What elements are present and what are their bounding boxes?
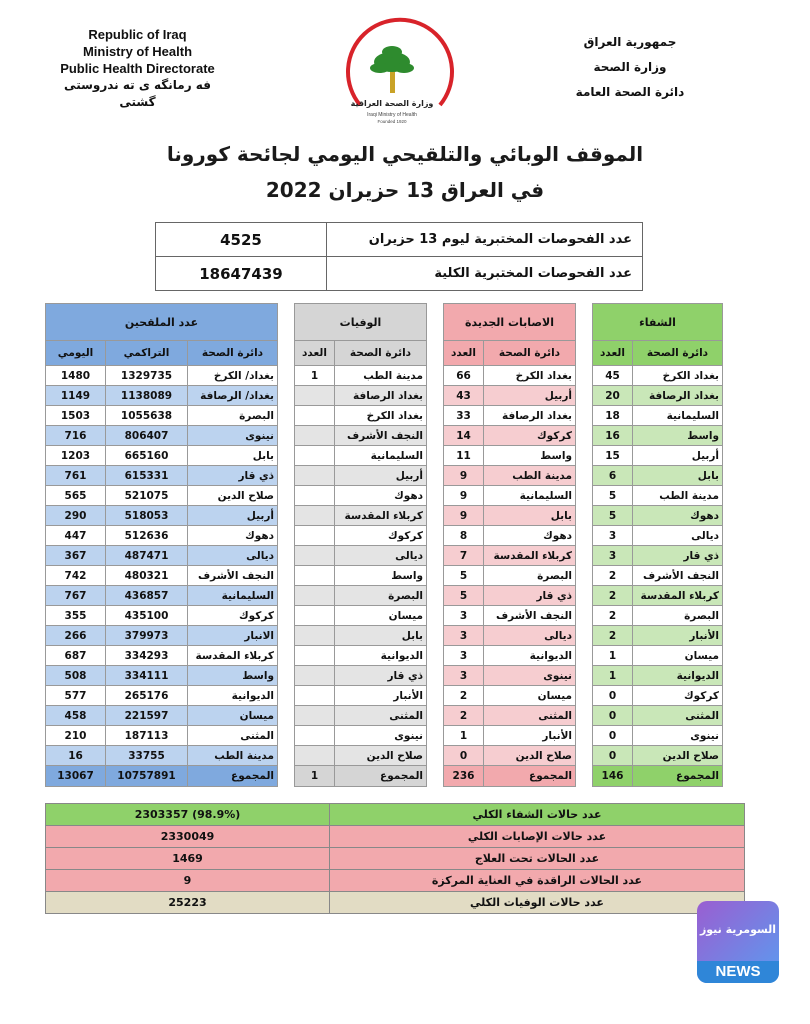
death-dept: مدينة الطب [335, 366, 427, 386]
section-vaccinated: عدد الملقحين [46, 304, 278, 341]
table-body [46, 366, 723, 766]
section-new-cases: الاصابات الجديدة [444, 304, 576, 341]
vac-cumulative: 615331 [106, 466, 188, 486]
death-count [295, 706, 335, 726]
table-row [46, 626, 723, 646]
header-ar-line: وزارة الصحة [593, 60, 667, 74]
recovered-count: 0 [593, 726, 633, 746]
case-count: 3 [444, 626, 484, 646]
death-dept: النجف الأشرف [335, 426, 427, 446]
death-dept: واسط [335, 566, 427, 586]
vac-daily: 1503 [46, 406, 106, 426]
death-dept: ديالى [335, 546, 427, 566]
death-dept: بغداد الرصافة [335, 386, 427, 406]
total-vac-cumulative: 10757891 [106, 766, 188, 787]
case-dept: ديالى [484, 626, 576, 646]
case-count: 5 [444, 566, 484, 586]
recovered-count: 2 [593, 606, 633, 626]
vac-dept: أربيل [188, 506, 278, 526]
death-count: 1 [295, 366, 335, 386]
death-count [295, 586, 335, 606]
vac-dept: صلاح الدين [188, 486, 278, 506]
table-row [46, 506, 723, 526]
vac-daily: 367 [46, 546, 106, 566]
table-row [46, 386, 723, 406]
recovered-dept: البصرة [633, 606, 723, 626]
recovered-count: 15 [593, 446, 633, 466]
vac-cumulative: 379973 [106, 626, 188, 646]
col-dept: دائرة الصحة [188, 341, 278, 366]
summary-label: عدد حالات الشفاء الكلي [330, 804, 745, 826]
recovered-dept: أربيل [633, 446, 723, 466]
recovered-count: 6 [593, 466, 633, 486]
death-count [295, 746, 335, 766]
vac-dept: السليمانية [188, 586, 278, 606]
death-dept: نينوى [335, 726, 427, 746]
summary-label: عدد الحالات تحت العلاج [330, 848, 745, 870]
case-dept: واسط [484, 446, 576, 466]
death-count [295, 646, 335, 666]
case-count: 1 [444, 726, 484, 746]
case-dept: الأنبار [484, 726, 576, 746]
case-dept: بغداد الرصافة [484, 406, 576, 426]
report-date-title: في العراق 13 حزيران 2022 [265, 178, 545, 202]
death-dept: الأنبار [335, 686, 427, 706]
case-dept: الديوانية [484, 646, 576, 666]
death-dept: كربلاء المقدسة [335, 506, 427, 526]
recovered-dept: بغداد الرصافة [633, 386, 723, 406]
vac-cumulative: 33755 [106, 746, 188, 766]
table-row [46, 406, 723, 426]
recovered-count: 18 [593, 406, 633, 426]
header-en-line: Public Health Directorate [60, 61, 215, 76]
logo-text-en: Iraqi Ministry of Health [367, 112, 417, 118]
summary-value: 2303357 (98.9%) [46, 804, 330, 826]
vac-dept: الانبار [188, 626, 278, 646]
recovered-count: 2 [593, 586, 633, 606]
recovered-count: 45 [593, 366, 633, 386]
vac-dept: بغداد/ الرصافة [188, 386, 278, 406]
vac-dept: النجف الأشرف [188, 566, 278, 586]
vac-cumulative: 521075 [106, 486, 188, 506]
vac-cumulative: 435100 [106, 606, 188, 626]
vac-daily: 742 [46, 566, 106, 586]
vac-dept: ديالى [188, 546, 278, 566]
death-count [295, 466, 335, 486]
death-dept: بابل [335, 626, 427, 646]
death-dept: أربيل [335, 466, 427, 486]
governorate-table [45, 303, 723, 787]
col-cumulative: التراكمي [106, 341, 188, 366]
case-dept: نينوى [484, 666, 576, 686]
recovered-dept: نينوى [633, 726, 723, 746]
case-count: 9 [444, 486, 484, 506]
table-row [46, 746, 723, 766]
recovered-dept: كربلاء المقدسة [633, 586, 723, 606]
col-dept: دائرة الصحة [484, 341, 576, 366]
recovered-count: 1 [593, 646, 633, 666]
recovered-dept: السليمانية [633, 406, 723, 426]
case-count: 5 [444, 586, 484, 606]
death-count [295, 546, 335, 566]
col-count: العدد [295, 341, 335, 366]
recovered-dept: المثنى [633, 706, 723, 726]
vac-daily: 16 [46, 746, 106, 766]
death-dept: السليمانية [335, 446, 427, 466]
vac-cumulative: 334293 [106, 646, 188, 666]
summary-row [46, 826, 745, 848]
vac-daily: 767 [46, 586, 106, 606]
report-title: الموقف الوبائي والتلقيحي اليومي لجائحة كورونا [166, 142, 644, 166]
case-dept: النجف الأشرف [484, 606, 576, 626]
table-row [46, 566, 723, 586]
recovered-count: 5 [593, 506, 633, 526]
col-count: العدد [593, 341, 633, 366]
vac-cumulative: 187113 [106, 726, 188, 746]
vac-daily: 577 [46, 686, 106, 706]
vac-dept: كركوك [188, 606, 278, 626]
vac-daily: 508 [46, 666, 106, 686]
recovered-dept: مدينة الطب [633, 486, 723, 506]
case-dept: بابل [484, 506, 576, 526]
table-row [46, 546, 723, 566]
table-row [46, 426, 723, 446]
summary-value: 25223 [46, 892, 330, 914]
death-dept: ميسان [335, 606, 427, 626]
vac-daily: 266 [46, 626, 106, 646]
tests-value: 4525 [156, 223, 327, 257]
summary-row [46, 892, 745, 914]
recovered-count: 3 [593, 546, 633, 566]
watermark-news: NEWS [697, 961, 779, 983]
recovered-count: 1 [593, 666, 633, 686]
header-en-line: Ministry of Health [82, 44, 193, 59]
total-label: المجموع [335, 766, 427, 787]
vac-cumulative: 806407 [106, 426, 188, 446]
vac-cumulative: 265176 [106, 686, 188, 706]
death-count [295, 606, 335, 626]
table-row [46, 726, 723, 746]
ministry-logo [330, 10, 460, 130]
col-dept: دائرة الصحة [335, 341, 427, 366]
vac-dept: دهوك [188, 526, 278, 546]
table-row [46, 646, 723, 666]
tests-label: عدد الفحوصات المختبرية ليوم 13 حزيران [327, 223, 643, 257]
total-label: المجموع [484, 766, 576, 787]
col-daily: اليومي [46, 341, 106, 366]
vac-dept: البصرة [188, 406, 278, 426]
summary-label: عدد حالات الوفيات الكلي [330, 892, 745, 914]
header-english [50, 26, 225, 111]
vac-dept: ميسان [188, 706, 278, 726]
summary-row [46, 870, 745, 892]
recovered-dept: بابل [633, 466, 723, 486]
vac-daily: 290 [46, 506, 106, 526]
case-dept: ذي قار [484, 586, 576, 606]
case-count: 2 [444, 686, 484, 706]
recovered-dept: ذي قار [633, 546, 723, 566]
death-dept: كركوك [335, 526, 427, 546]
summary-value: 1469 [46, 848, 330, 870]
section-recovered: الشفاء [593, 304, 723, 341]
case-count: 8 [444, 526, 484, 546]
case-count: 3 [444, 646, 484, 666]
total-deaths: 1 [295, 766, 335, 787]
total-label: المجموع [633, 766, 723, 787]
recovered-dept: واسط [633, 426, 723, 446]
case-dept: صلاح الدين [484, 746, 576, 766]
case-count: 66 [444, 366, 484, 386]
vac-cumulative: 512636 [106, 526, 188, 546]
news-watermark [697, 901, 779, 983]
vac-cumulative: 221597 [106, 706, 188, 726]
vac-cumulative: 487471 [106, 546, 188, 566]
vac-daily: 687 [46, 646, 106, 666]
vac-dept: بغداد/ الكرخ [188, 366, 278, 386]
summary-label: عدد حالات الإصابات الكلي [330, 826, 745, 848]
vac-cumulative: 1055638 [106, 406, 188, 426]
table-row [46, 486, 723, 506]
vac-daily: 1203 [46, 446, 106, 466]
vac-daily: 1480 [46, 366, 106, 386]
tests-label: عدد الفحوصات المختبرية الكلية [327, 257, 643, 291]
death-dept: دهوك [335, 486, 427, 506]
vac-dept: بابل [188, 446, 278, 466]
vac-daily: 458 [46, 706, 106, 726]
col-count: العدد [444, 341, 484, 366]
tests-value: 18647439 [156, 257, 327, 291]
logo-founded: Founded 1920 [377, 119, 407, 124]
vac-cumulative: 665160 [106, 446, 188, 466]
death-count [295, 426, 335, 446]
recovered-count: 20 [593, 386, 633, 406]
death-count [295, 726, 335, 746]
recovered-dept: الأنبار [633, 626, 723, 646]
total-vac-daily: 13067 [46, 766, 106, 787]
recovered-dept: بغداد الكرخ [633, 366, 723, 386]
vac-daily: 447 [46, 526, 106, 546]
death-count [295, 506, 335, 526]
death-dept: ذي قار [335, 666, 427, 686]
vac-daily: 761 [46, 466, 106, 486]
death-count [295, 626, 335, 646]
logo-text-ar: وزارة الصحة العراقية [350, 99, 434, 108]
case-count: 3 [444, 666, 484, 686]
case-dept: كربلاء المقدسة [484, 546, 576, 566]
vac-dept: كربلاء المقدسة [188, 646, 278, 666]
table-row [46, 706, 723, 726]
recovered-dept: صلاح الدين [633, 746, 723, 766]
table-row [46, 366, 723, 386]
case-dept: دهوك [484, 526, 576, 546]
death-count [295, 486, 335, 506]
death-count [295, 406, 335, 426]
recovered-count: 2 [593, 626, 633, 646]
case-dept: ميسان [484, 686, 576, 706]
summary-value: 2330049 [46, 826, 330, 848]
vac-dept: نينوى [188, 426, 278, 446]
table-row [46, 686, 723, 706]
vac-daily: 1149 [46, 386, 106, 406]
case-count: 11 [444, 446, 484, 466]
death-dept: بغداد الكرخ [335, 406, 427, 426]
total-recovered: 146 [593, 766, 633, 787]
summary-table [45, 803, 745, 914]
recovered-dept: كركوك [633, 686, 723, 706]
table-row [46, 526, 723, 546]
case-dept: البصرة [484, 566, 576, 586]
recovered-count: 2 [593, 566, 633, 586]
summary-row [46, 848, 745, 870]
case-dept: بغداد الكرخ [484, 366, 576, 386]
header-arabic [560, 30, 700, 105]
vac-cumulative: 518053 [106, 506, 188, 526]
vac-dept: الديوانية [188, 686, 278, 706]
tests-row [156, 257, 643, 291]
vac-daily: 565 [46, 486, 106, 506]
case-dept: مدينة الطب [484, 466, 576, 486]
summary-value: 9 [46, 870, 330, 892]
summary-row [46, 804, 745, 826]
case-count: 9 [444, 506, 484, 526]
case-count: 9 [444, 466, 484, 486]
case-count: 2 [444, 706, 484, 726]
vac-daily: 355 [46, 606, 106, 626]
column-header-row [46, 341, 723, 366]
col-dept: دائرة الصحة [633, 341, 723, 366]
recovered-count: 0 [593, 686, 633, 706]
table-row [46, 606, 723, 626]
recovered-count: 0 [593, 706, 633, 726]
total-cases: 236 [444, 766, 484, 787]
death-dept: المثنى [335, 706, 427, 726]
case-count: 7 [444, 546, 484, 566]
header-ar-line: دائرة الصحة العامة [575, 85, 685, 99]
death-count [295, 526, 335, 546]
recovered-count: 5 [593, 486, 633, 506]
recovered-count: 0 [593, 746, 633, 766]
summary-label: عدد الحالات الراقدة في العناية المركزة [330, 870, 745, 892]
death-count [295, 666, 335, 686]
vac-cumulative: 436857 [106, 586, 188, 606]
vac-cumulative: 334111 [106, 666, 188, 686]
vac-daily: 716 [46, 426, 106, 446]
death-dept: البصرة [335, 586, 427, 606]
vac-dept: المثنى [188, 726, 278, 746]
tests-row [156, 223, 643, 257]
recovered-count: 16 [593, 426, 633, 446]
death-dept: الديوانية [335, 646, 427, 666]
table-row [46, 586, 723, 606]
lab-tests-table [155, 222, 643, 291]
case-count: 0 [444, 746, 484, 766]
case-dept: المثنى [484, 706, 576, 726]
vac-cumulative: 480321 [106, 566, 188, 586]
vac-cumulative: 1138089 [106, 386, 188, 406]
death-dept: صلاح الدين [335, 746, 427, 766]
recovered-dept: الديوانية [633, 666, 723, 686]
case-dept: كركوك [484, 426, 576, 446]
vac-daily: 210 [46, 726, 106, 746]
header-en-line: Republic of Iraq [88, 27, 187, 42]
section-deaths: الوفيات [295, 304, 427, 341]
recovered-dept: دهوك [633, 506, 723, 526]
death-count [295, 446, 335, 466]
totals-row [46, 766, 723, 787]
case-dept: أربيل [484, 386, 576, 406]
recovered-count: 3 [593, 526, 633, 546]
death-count [295, 686, 335, 706]
recovered-dept: ديالى [633, 526, 723, 546]
vac-dept: واسط [188, 666, 278, 686]
death-count [295, 566, 335, 586]
total-label: المجموع [188, 766, 278, 787]
header-ar-line: جمهورية العراق [583, 35, 677, 49]
death-count [295, 386, 335, 406]
header-kurdish-line: فه رمانگه ی ته ندروستی گشتی [64, 78, 211, 109]
case-count: 33 [444, 406, 484, 426]
vac-cumulative: 1329735 [106, 366, 188, 386]
recovered-dept: النجف الأشرف [633, 566, 723, 586]
table-row [46, 446, 723, 466]
recovered-dept: ميسان [633, 646, 723, 666]
table-row [46, 666, 723, 686]
section-header-row [46, 304, 723, 341]
vac-dept: مدينة الطب [188, 746, 278, 766]
case-count: 14 [444, 426, 484, 446]
vac-dept: ذي قار [188, 466, 278, 486]
case-dept: السليمانية [484, 486, 576, 506]
case-count: 43 [444, 386, 484, 406]
table-row [46, 466, 723, 486]
watermark-brand: السومرية نيوز [699, 923, 777, 936]
case-count: 3 [444, 606, 484, 626]
